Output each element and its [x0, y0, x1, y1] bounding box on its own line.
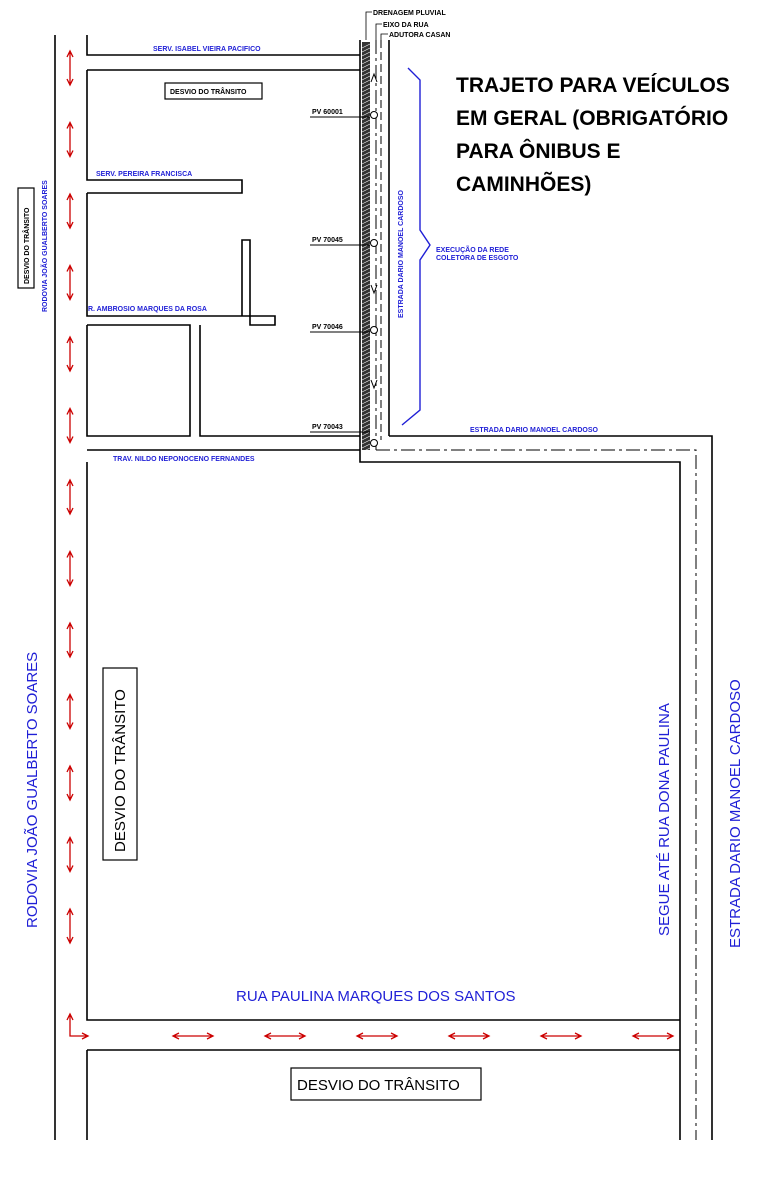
pv-label: PV 70046 — [312, 324, 343, 331]
pv-label: PV 70045 — [312, 237, 343, 244]
pv-node — [371, 440, 378, 447]
street-label-dario-horizontal: ESTRADA DARIO MANOEL CARDOSO — [470, 427, 598, 434]
execution-bracket — [402, 68, 430, 425]
detour-label-left: DESVIO DO TRÂNSITO — [24, 207, 31, 284]
dario-right-inner-edge — [360, 450, 680, 1140]
drainage-leader — [366, 12, 372, 40]
pv-label: PV 60001 — [312, 109, 343, 116]
execution-note-line-1: EXECUÇÃO DA REDE — [436, 247, 509, 254]
detour-label-middle: DESVIO DO TRÂNSITO — [112, 689, 129, 852]
detour-arrow-icon — [67, 838, 73, 872]
street-label-pereira: SERV. PEREIRA FRANCISCA — [96, 171, 193, 178]
street-label-rodovia-small: RODOVIA JOÃO GUALBERTO SOARES — [42, 180, 49, 312]
road-outlines — [55, 35, 712, 1140]
detour-arrow-icon — [67, 409, 73, 443]
water-leader — [381, 34, 388, 40]
detour-label-top: DESVIO DO TRÂNSITO — [170, 89, 247, 96]
title-line-1: TRAJETO PARA VEÍCULOS — [456, 74, 730, 97]
big-block-edge — [87, 462, 680, 1020]
detour-arrow-icon — [67, 266, 73, 300]
detour-arrow-icon — [67, 194, 73, 228]
detour-arrow-icon — [67, 766, 73, 800]
detour-arrow-icon — [449, 1033, 489, 1039]
drainage-label: DRENAGEM PLUVIAL — [373, 10, 446, 17]
ambrosio-lower-edge — [200, 325, 360, 436]
street-label-paulina-marques: RUA PAULINA MARQUES DOS SANTOS — [236, 988, 516, 1005]
detour-arrow-icon — [67, 623, 73, 657]
detour-arrow-icon — [67, 1014, 88, 1039]
detour-arrow-icon — [173, 1033, 213, 1039]
pv-label: PV 70043 — [312, 424, 343, 431]
detour-label-bottom: DESVIO DO TRÂNSITO — [297, 1077, 460, 1094]
pv-node — [371, 327, 378, 334]
small-block-edge — [87, 325, 190, 436]
detour-arrow-icon — [67, 695, 73, 729]
detour-arrow-icon — [541, 1033, 581, 1039]
street-label-isabel: SERV. ISABEL VIEIRA PACIFICO — [153, 46, 261, 53]
title-line-4: CAMINHÕES) — [456, 173, 592, 196]
title-line-2: EM GERAL (OBRIGATÓRIO — [456, 107, 729, 130]
street-label-rodovia-large: RODOVIA JOÃO GUALBERTO SOARES — [24, 651, 41, 928]
detour-arrow-icon — [67, 51, 73, 85]
street-label-segue: SEGUE ATÉ RUA DONA PAULINA — [656, 703, 673, 936]
detour-arrow-icon — [265, 1033, 305, 1039]
pv-node — [371, 240, 378, 247]
detour-arrow-icon — [67, 123, 73, 157]
execution-note-line-2: COLETORA DE ESGOTO — [436, 255, 519, 262]
title-line-3: PARA ÔNIBUS E — [456, 140, 621, 163]
street-label-dario-right: ESTRADA DARIO MANOEL CARDOSO — [727, 679, 744, 948]
detour-arrow-icon — [633, 1033, 673, 1039]
axis-label: EIXO DA RUA — [383, 22, 429, 29]
detour-arrow-icon — [67, 552, 73, 586]
street-label-dario-vertical: ESTRADA DARIO MANOEL CARDOSO — [398, 190, 405, 318]
street-label-ambrosio: R. AMBROSIO MARQUES DA ROSA — [88, 306, 207, 313]
pv-leaders — [310, 117, 370, 432]
detour-arrow-icon — [357, 1033, 397, 1039]
water-main-label: ADUTORA CASAN — [389, 32, 451, 39]
street-label-nildo: TRAV. NILDO NEPONOCENO FERNANDES — [113, 456, 255, 463]
detour-arrow-icon — [67, 909, 73, 943]
detour-arrow-icon — [67, 337, 73, 371]
detour-arrow-icon — [67, 480, 73, 514]
pv-node — [371, 112, 378, 119]
